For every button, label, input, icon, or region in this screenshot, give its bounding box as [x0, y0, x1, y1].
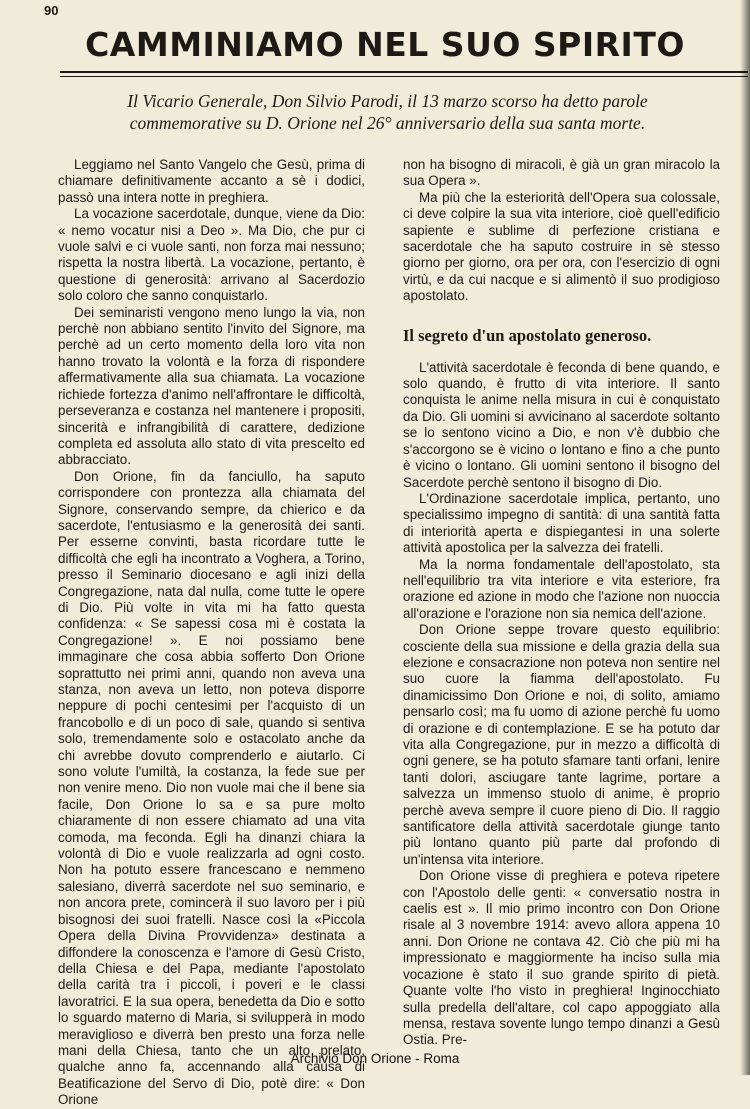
paragraph: Dei seminaristi vengono meno lungo la via, non perchè non abbiano sentito l'invito del Signore, ma perchè ad un certo momento della loro vita non hanno trovato la volontà e la forza di rispondere affermativamente alla sua chiamata. La vocazione richiede fortezza d'animo nell'affrontare le difficoltà, perseveranza e costanza nel mantenere i propositi, sincerità e infrangibilità di carattere, dedizione completa ed assoluta allo stato di vita prescelto ed abbracciato. [58, 304, 365, 468]
paragraph: Don Orione seppe trovare questo equilibrio: cosciente della sua missione e della grazia della sua elezione e consacrazione non poteva non sentire nel suo cuore la fiamma dell'apostolato. Fu dinamicissimo Don Orione e noi, di solito, amiamo pensarlo così; ma fu uomo di azione perchè fu uomo di orazione e di contemplazione. E se ha potuto dar vita alla Congregazione, pur in mezzo a difficoltà di ogni genere, se ha potuto sfamare tanti orfani, lenire tanti dolori, asciugare tante lagrime, portare a salvezza un immenso stuolo di anime, è proprio perchè aveva sempre il cuore pieno di Dio. Il raggio santificatore della attività sacerdotale giunge tanto più lontano quanto più parte dal profondo di un'intensa vita interiore. [403, 622, 720, 867]
title-rule-thick [60, 71, 748, 73]
paragraph: Don Orione, fin da fanciullo, ha saputo corrispondere con prontezza alla chiamata del Signore, conservando sempre, da chierico e da sacerdote, l'entusiasmo e la generosità dei santi. Per esserne convinti, basta ricordare tutte le difficoltà che egli ha incontrato a Voghera, a Torino, presso il Seminario diocesano e agli inizi della Congregazione, nata dal nulla, come tutte le opere di Dio. Più volte in vita mi ha fatto questa confidenza: « Se sapessi cosa mi è costata la Congregazione! ». E noi possiamo bene immaginare che cosa abbia sofferto Don Orione soprattutto nei primi anni, quando non aveva una stanza, non aveva un letto, non poteva disporre neppure di pochi centesimi per l'acquisto di un francobollo e di un poco di sale, quando si sentiva solo, tremendamente solo e ostacolato anche da chi avrebbe dovuto comprenderlo e aiutarlo. Ci sono volute l'umiltà, la costanza, la fede sue per non venire meno. Dio non vuole mai che il bene sia facile, Don Orione lo sa e sa pure molto chiaramente di non essere chiamato ad una vita comoda, ma feconda. Egli ha dinanzi chiara la volontà di Dio e vuole realizzarla ad ogni costo. Non ha potuto essere francescano e nemmeno salesiano, diverrà sacerdote nel suo seminario, e non ancora prete, comincerà il suo lavoro per i più bisognosi dei suoi fratelli. Nasce così la «Piccola Opera della Divina Provvidenza» destinata a diffondere la conoscenza e l'amore di Gesù Cristo, della Chiesa e del Papa, mediante l'apostolato della carità tra i piccoli, i poveri e le classi lavoratrici. E la sua opera, benedetta da Dio e sotto lo sguardo materno di Maria, si svilupperà in modo meraviglioso e diverrà ben presto una forza nelle mani della Chiesa, tanto che un alto prelato, qualche anno fa, accennando alla causa di Beatificazione del Servo di Dio, potè dire: « Don Orione [58, 468, 365, 1108]
scan-edge-shadow [740, 0, 750, 1075]
article-subtitle: Il Vicario Generale, Don Silvio Parodi, il 13 marzo scorso ha detto parole commemorative su D. Orione nel 26° anniversario della sua santa morte. [127, 91, 648, 133]
paragraph: La vocazione sacerdotale, dunque, viene da Dio: « nemo vocatur nisi a Deo ». Ma Dio, che pur ci vuole salvi e ci vuole santi, non forza mai nessuno; rispetta la nostra libertà. La vocazione, pertanto, è questione di generosità: arrivano al Sacerdozio solo coloro che sanno conquistarlo. [58, 206, 365, 304]
paragraph: Ma la norma fondamentale dell'apostolato, sta nell'equilibrio tra vita interiore e vita esteriore, fra orazione ed azione in modo che l'azione non nuoccia all'orazione e l'orazione non sia nemica dell'azione. [403, 556, 720, 621]
section-heading: Il segreto d'un apostolato generoso. [403, 325, 652, 345]
paragraph: Ma più che la esteriorità dell'Opera sua colossale, ci deve colpire la sua vita interiore, cioè quell'edificio sapiente e sublime di perfezione cristiana e sacerdotale che ha saputo costruire in sè stesso giorno per giorno, ora per ora, con l'esercizio di ogni virtù, e da cui nacque e si alimentò il suo prodigioso apostolato. [403, 189, 720, 304]
title-rule-thin [60, 76, 748, 77]
right-column [403, 157, 720, 1049]
paragraph: L'attività sacerdotale è feconda di bene quando, e solo quando, è frutto di vita interiore. Il santo conquista le anime nella misura in cui è conquistato da Dio. Gli uomini si avvicinano al sacerdote soltanto se lo sentono vicino a Dio, e non v'è dubbio che s'accorgono se è vicino o lontano e fino a che punto è vicino o lontano. Gli uomini sentono il bisogno del Sacerdote perchè sentono il bisogno di Dio. [403, 359, 720, 490]
paragraph: non ha bisogno di miracoli, è già un gran miracolo la sua Opera ». [403, 157, 720, 189]
archive-footer: Archivio Don Orione - Roma [290, 1051, 460, 1066]
page-number: 90 [44, 3, 59, 18]
article-title: CAMMINIAMO NEL SUO SPIRITO [85, 25, 685, 64]
left-column [58, 157, 365, 1109]
paragraph: Don Orione visse di preghiera e poteva ripetere con l'Apostolo delle genti: « conversatio nostra in caelis est ». Il mio primo incontro con Don Orione risale al 3 novembre 1914: avevo allora appena 10 anni. Don Orione ne contava 42. Ciò che più mi ha impressionato e maggiormente ha inciso sulla mia vocazione è stato il suo grande spirito di pietà. Quante volte l'ho visto in preghiera! Inginocchiato sulla predella dell'altare, col capo appoggiato alla mensa, restava sovente lungo tempo dinanzi a Gesù Ostia. Pre- [403, 868, 720, 1048]
paragraph: Leggiamo nel Santo Vangelo che Gesù, prima di chiamare definitivamente accanto a sè i dodici, passò una intera notte in preghiera. [58, 157, 365, 205]
paragraph: L'Ordinazione sacerdotale implica, pertanto, uno specialissimo impegno di santità: di una santità fatta di interiorità aperta e dispiegantesi in una solerte attività apostolica per la salvezza dei fratelli. [403, 490, 720, 556]
